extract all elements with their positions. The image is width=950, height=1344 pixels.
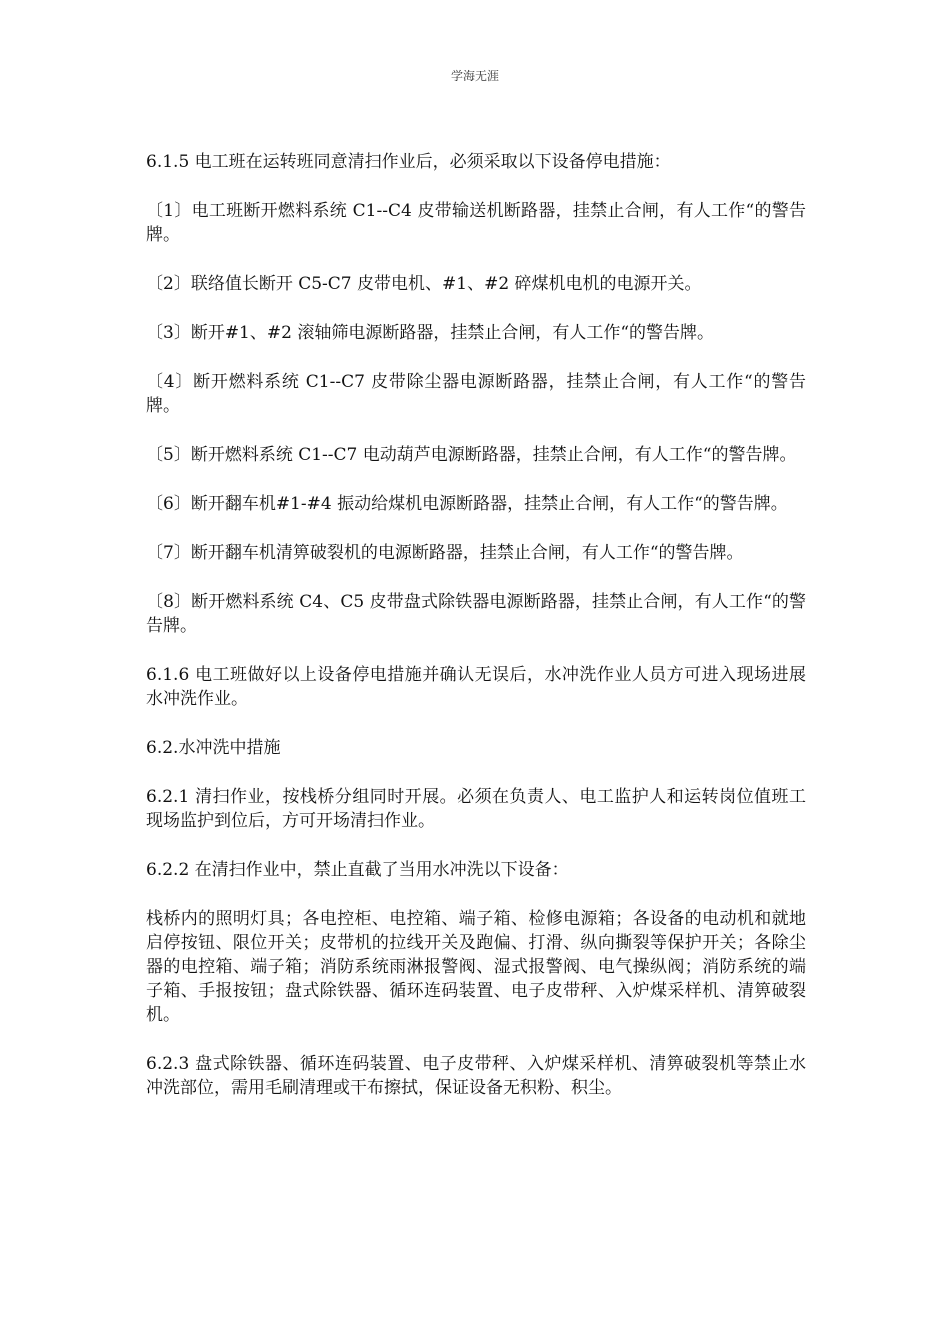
paragraph-6-1-5: 6.1.5 电工班在运转班同意清扫作业后，必须采取以下设备停电措施： — [146, 152, 671, 172]
page-header: 学海无涯 — [450, 69, 499, 83]
paragraph-step-7: 〔7〕断开翻车机清箅破裂机的电源断路器，挂禁止合闸，有人工作“的警告牌。 — [146, 543, 744, 563]
paragraph-6-2-3: 6.2.3 盘式除铁器、循环连码装置、电子皮带秤、入炉煤采样机、清箅破裂机等禁止水冲洗部位，需用毛刷清理或干布擦拭，保证设备无积粉、积尘。 — [146, 1054, 806, 1098]
paragraph-6-2-1: 6.2.1 清扫作业，按栈桥分组同时开展。必须在负责人、电工监护人和运转岗位值班工现场监护到位后，方可开场清扫作业。 — [146, 787, 806, 831]
paragraph-step-5: 〔5〕断开燃料系统 C1--C7 电动葫芦电源断路器，挂禁止合闸，有人工作“的警告牌。 — [146, 445, 797, 465]
paragraph-equipment-list: 栈桥内的照明灯具；各电控柜、电控箱、端子箱、检修电源箱；各设备的电动机和就地启停按钮、限位开关；皮带机的拉线开关及跑偏、打滑、纵向撕裂等保护开关；各除尘器的电控箱、端子箱；消防系统雨淋报警阀、湿式报警阀、电气操纵阀；消防系统的端子箱、手报按钮；盘式除铁器、循环连码装置、电子皮带秤、入炉煤采样机、清箅破裂机。 — [146, 909, 806, 1025]
paragraph-step-2: 〔2〕联络值长断开 C5-C7 皮带电机、#1、#2 碎煤机电机的电源开关。 — [146, 274, 702, 294]
paragraph-step-1: 〔1〕电工班断开燃料系统 C1--C4 皮带输送机断路器，挂禁止合闸，有人工作“的警告牌。 — [146, 201, 806, 245]
paragraph-6-1-6: 6.1.6 电工班做好以上设备停电措施并确认无误后，水冲洗作业人员方可进入现场进展水冲洗作业。 — [146, 665, 806, 709]
paragraph-step-3: 〔3〕断开#1、#2 滚轴筛电源断路器，挂禁止合闸，有人工作“的警告牌。 — [146, 323, 715, 343]
paragraph-step-8: 〔8〕断开燃料系统 C4、C5 皮带盘式除铁器电源断路器，挂禁止合闸，有人工作“的警告牌。 — [146, 592, 806, 636]
paragraph-step-6: 〔6〕断开翻车机#1-#4 振动给煤机电源断路器，挂禁止合闸，有人工作“的警告牌。 — [146, 494, 788, 514]
paragraph-step-4: 〔4〕断开燃料系统 C1--C7 皮带除尘器电源断路器，挂禁止合闸，有人工作“的警告牌。 — [146, 372, 806, 416]
document-body — [146, 150, 806, 1125]
section-heading-6-2: 6.2.水冲洗中措施 — [146, 738, 281, 758]
paragraph-6-2-2: 6.2.2 在清扫作业中，禁止直截了当用水冲洗以下设备： — [146, 860, 569, 880]
